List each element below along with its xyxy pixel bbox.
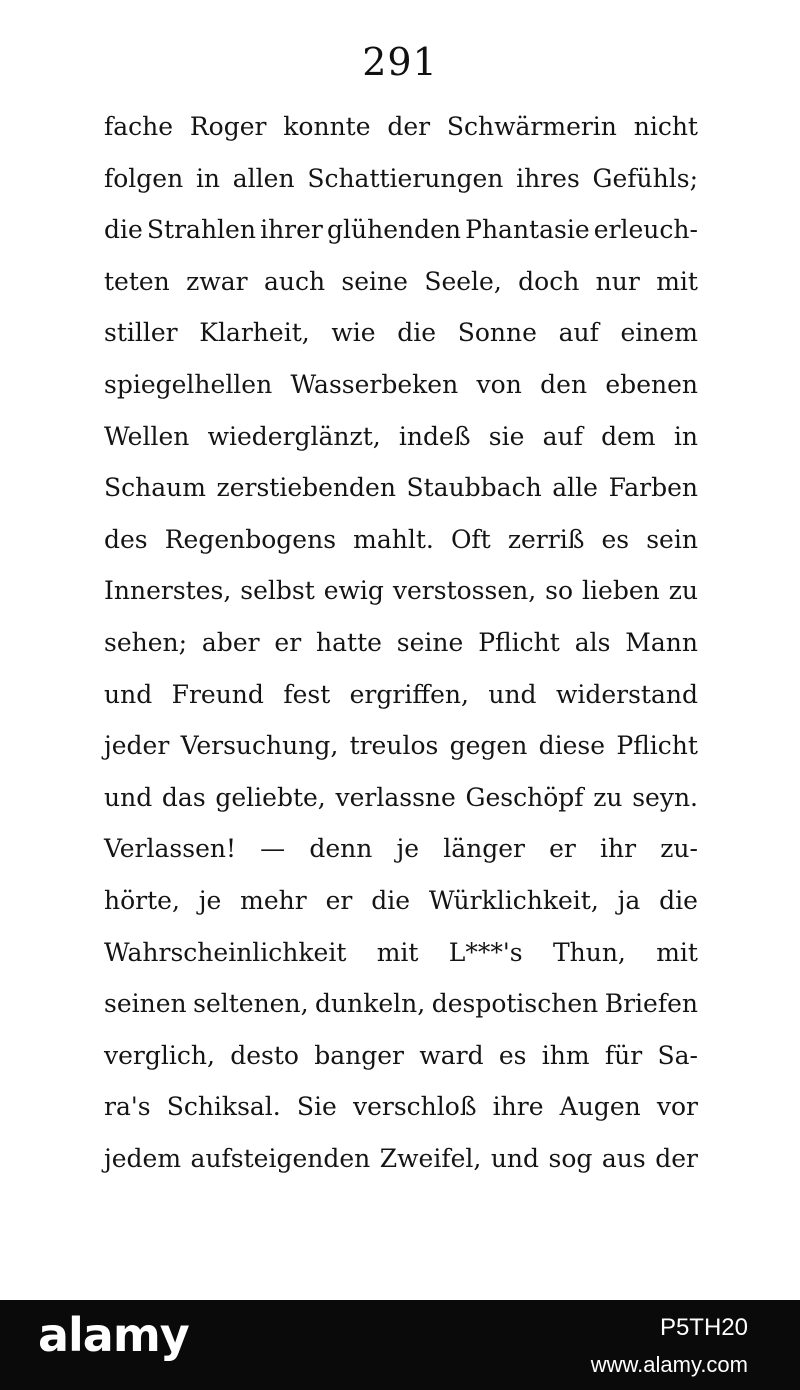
word: seyn. xyxy=(632,782,698,812)
word: Wellen xyxy=(104,421,190,451)
word: denn xyxy=(309,834,373,864)
word: ihm xyxy=(541,1040,590,1070)
text-line xyxy=(104,576,698,628)
word: es xyxy=(498,1040,527,1070)
text-line xyxy=(104,164,698,216)
word: Schaum xyxy=(104,473,206,503)
word: Briefen xyxy=(604,989,698,1019)
word: und xyxy=(104,782,153,812)
word: verschloß xyxy=(352,1092,477,1122)
word: despotischen xyxy=(431,989,599,1019)
word: von xyxy=(476,369,522,399)
word: der xyxy=(387,112,431,141)
word: L***'s xyxy=(448,937,523,967)
word: auch xyxy=(263,266,326,296)
word: spiegelhellen xyxy=(104,369,273,399)
watermark-bar xyxy=(0,1300,800,1390)
word: mit xyxy=(656,937,698,967)
word: gegen xyxy=(449,731,528,761)
word: Regenbogens xyxy=(164,524,337,554)
page-number: 291 xyxy=(362,40,438,84)
word: und xyxy=(488,679,537,709)
text-line xyxy=(104,938,698,990)
word: er xyxy=(549,834,576,864)
word: er xyxy=(325,885,353,915)
word: Strahlen xyxy=(146,215,256,245)
word: zwar xyxy=(186,266,248,296)
word: ihre xyxy=(492,1092,544,1122)
word: Farben xyxy=(608,473,698,503)
text-line xyxy=(104,1092,698,1144)
word: zu- xyxy=(660,834,698,864)
word: geliebte, xyxy=(215,782,326,812)
word: Freund xyxy=(171,679,264,709)
word: und xyxy=(490,1143,540,1173)
word: nicht xyxy=(633,112,698,141)
word: aufsteigenden xyxy=(190,1143,371,1173)
word: Wahrscheinlichkeit xyxy=(104,937,347,967)
word: auf xyxy=(542,421,583,451)
word: des xyxy=(104,524,148,554)
word: Schattierungen xyxy=(307,163,504,193)
word: indeß xyxy=(398,421,471,451)
word: zu xyxy=(668,576,698,606)
word: und xyxy=(104,679,153,709)
word: ra's xyxy=(104,1092,151,1122)
word: widerstand xyxy=(555,679,698,709)
word: ihr xyxy=(600,834,637,864)
text-line xyxy=(104,886,698,938)
word: zu xyxy=(593,782,623,812)
word: seine xyxy=(341,266,408,296)
word: das xyxy=(161,782,206,812)
word: erleuch- xyxy=(593,215,698,245)
word: zerriß xyxy=(507,524,585,554)
word: seinen xyxy=(104,989,187,1019)
word: Phantasie xyxy=(465,215,590,245)
word: ihres xyxy=(516,163,580,193)
site-url: www.alamy.com xyxy=(590,1352,748,1377)
word: Wasserbeken xyxy=(290,369,459,399)
image-id: P5TH20 xyxy=(659,1314,748,1341)
word: den xyxy=(540,369,588,399)
word: in xyxy=(195,163,221,193)
word: er xyxy=(274,627,302,657)
word: die xyxy=(371,885,410,915)
text-line xyxy=(104,989,698,1041)
word: mahlt. xyxy=(353,524,434,554)
word: so xyxy=(545,576,574,606)
word: als xyxy=(574,627,611,657)
text-line xyxy=(104,783,698,835)
word: ihrer xyxy=(260,215,323,245)
word: mehr xyxy=(240,885,307,915)
word: ward xyxy=(419,1040,484,1070)
word: Augen xyxy=(559,1092,641,1122)
text-line xyxy=(104,1144,698,1196)
word: sehen; xyxy=(104,627,188,657)
word: aus xyxy=(601,1143,646,1173)
word: stiller xyxy=(104,318,178,348)
word: Mann xyxy=(625,627,698,657)
word: Würklichkeit, xyxy=(428,885,599,915)
word: einem xyxy=(620,318,698,348)
word: hörte, xyxy=(104,885,180,915)
word: Roger xyxy=(189,112,267,141)
word: banger xyxy=(314,1040,405,1070)
text-line xyxy=(104,628,698,680)
word: je xyxy=(396,834,420,864)
word: Geschöpf xyxy=(465,782,584,812)
text-line xyxy=(104,422,698,474)
text-line xyxy=(104,731,698,783)
word: konnte xyxy=(283,112,371,141)
word: dem xyxy=(601,421,656,451)
word: mit xyxy=(376,937,419,967)
word: jeder xyxy=(104,731,170,761)
text-line xyxy=(104,834,698,886)
word: verglich, xyxy=(104,1040,215,1070)
word: die xyxy=(104,215,143,245)
word: die xyxy=(659,885,698,915)
word: Innerstes, xyxy=(104,576,232,606)
word: Schiksal. xyxy=(166,1092,281,1122)
text-line xyxy=(104,112,698,164)
word: Pflicht xyxy=(478,627,560,657)
word: doch xyxy=(518,266,580,296)
word: fache xyxy=(104,112,174,141)
text-line xyxy=(104,370,698,422)
word: Verlassen! xyxy=(104,834,237,864)
brand-logo: alamy xyxy=(38,1308,189,1362)
word: länger xyxy=(443,834,525,864)
text-line xyxy=(104,267,698,319)
body-text xyxy=(104,112,698,1195)
word: vor xyxy=(656,1092,698,1122)
word: zerstiebenden xyxy=(216,473,396,503)
text-line xyxy=(104,680,698,732)
word: sie xyxy=(488,421,525,451)
word: teten xyxy=(104,266,170,296)
word: ergriffen, xyxy=(349,679,469,709)
word: folgen xyxy=(104,163,184,193)
word: lieben xyxy=(582,576,660,606)
word: treulos xyxy=(349,731,439,761)
word: Oft xyxy=(450,524,491,554)
word: ewig xyxy=(323,576,384,606)
word: Staubbach xyxy=(406,473,542,503)
word: glühenden xyxy=(327,215,461,245)
text-line xyxy=(104,473,698,525)
word: Sie xyxy=(296,1092,337,1122)
word: die xyxy=(397,318,437,348)
word: Pflicht xyxy=(616,731,698,761)
word: der xyxy=(655,1143,698,1173)
word: je xyxy=(198,885,222,915)
word: hatte xyxy=(316,627,382,657)
word: in xyxy=(673,421,698,451)
word: mit xyxy=(656,266,698,296)
word: verlassne xyxy=(335,782,456,812)
word: seine xyxy=(396,627,464,657)
word: ebenen xyxy=(605,369,698,399)
word: auf xyxy=(558,318,599,348)
word: dunkeln, xyxy=(315,989,426,1019)
word: selbst xyxy=(240,576,315,606)
word: aber xyxy=(201,627,260,657)
word: alle xyxy=(552,473,598,503)
text-line xyxy=(104,1041,698,1093)
word: wiederglänzt, xyxy=(207,421,381,451)
word: — xyxy=(260,834,286,864)
word: Zweifel, xyxy=(379,1143,482,1173)
word: jedem xyxy=(104,1143,182,1173)
word: Thun, xyxy=(552,937,626,967)
word: ja xyxy=(617,885,641,915)
word: Gefühls; xyxy=(592,163,698,193)
word: für xyxy=(604,1040,643,1070)
word: nur xyxy=(595,266,640,296)
word: fest xyxy=(283,679,331,709)
text-line xyxy=(104,215,698,267)
word: wie xyxy=(331,318,376,348)
word: Klarheit, xyxy=(199,318,310,348)
word: diese xyxy=(538,731,606,761)
word: Versuchung, xyxy=(180,731,339,761)
word: seltenen, xyxy=(193,989,309,1019)
word: verstossen, xyxy=(392,576,537,606)
text-line xyxy=(104,318,698,370)
word: sein xyxy=(646,524,698,554)
word: Sonne xyxy=(457,318,537,348)
word: Sa- xyxy=(657,1040,698,1070)
word: desto xyxy=(230,1040,299,1070)
word: allen xyxy=(232,163,295,193)
word: es xyxy=(601,524,630,554)
text-line xyxy=(104,525,698,577)
word: Schwärmerin xyxy=(446,112,617,141)
word: sog xyxy=(548,1143,593,1173)
word: Seele, xyxy=(424,266,502,296)
